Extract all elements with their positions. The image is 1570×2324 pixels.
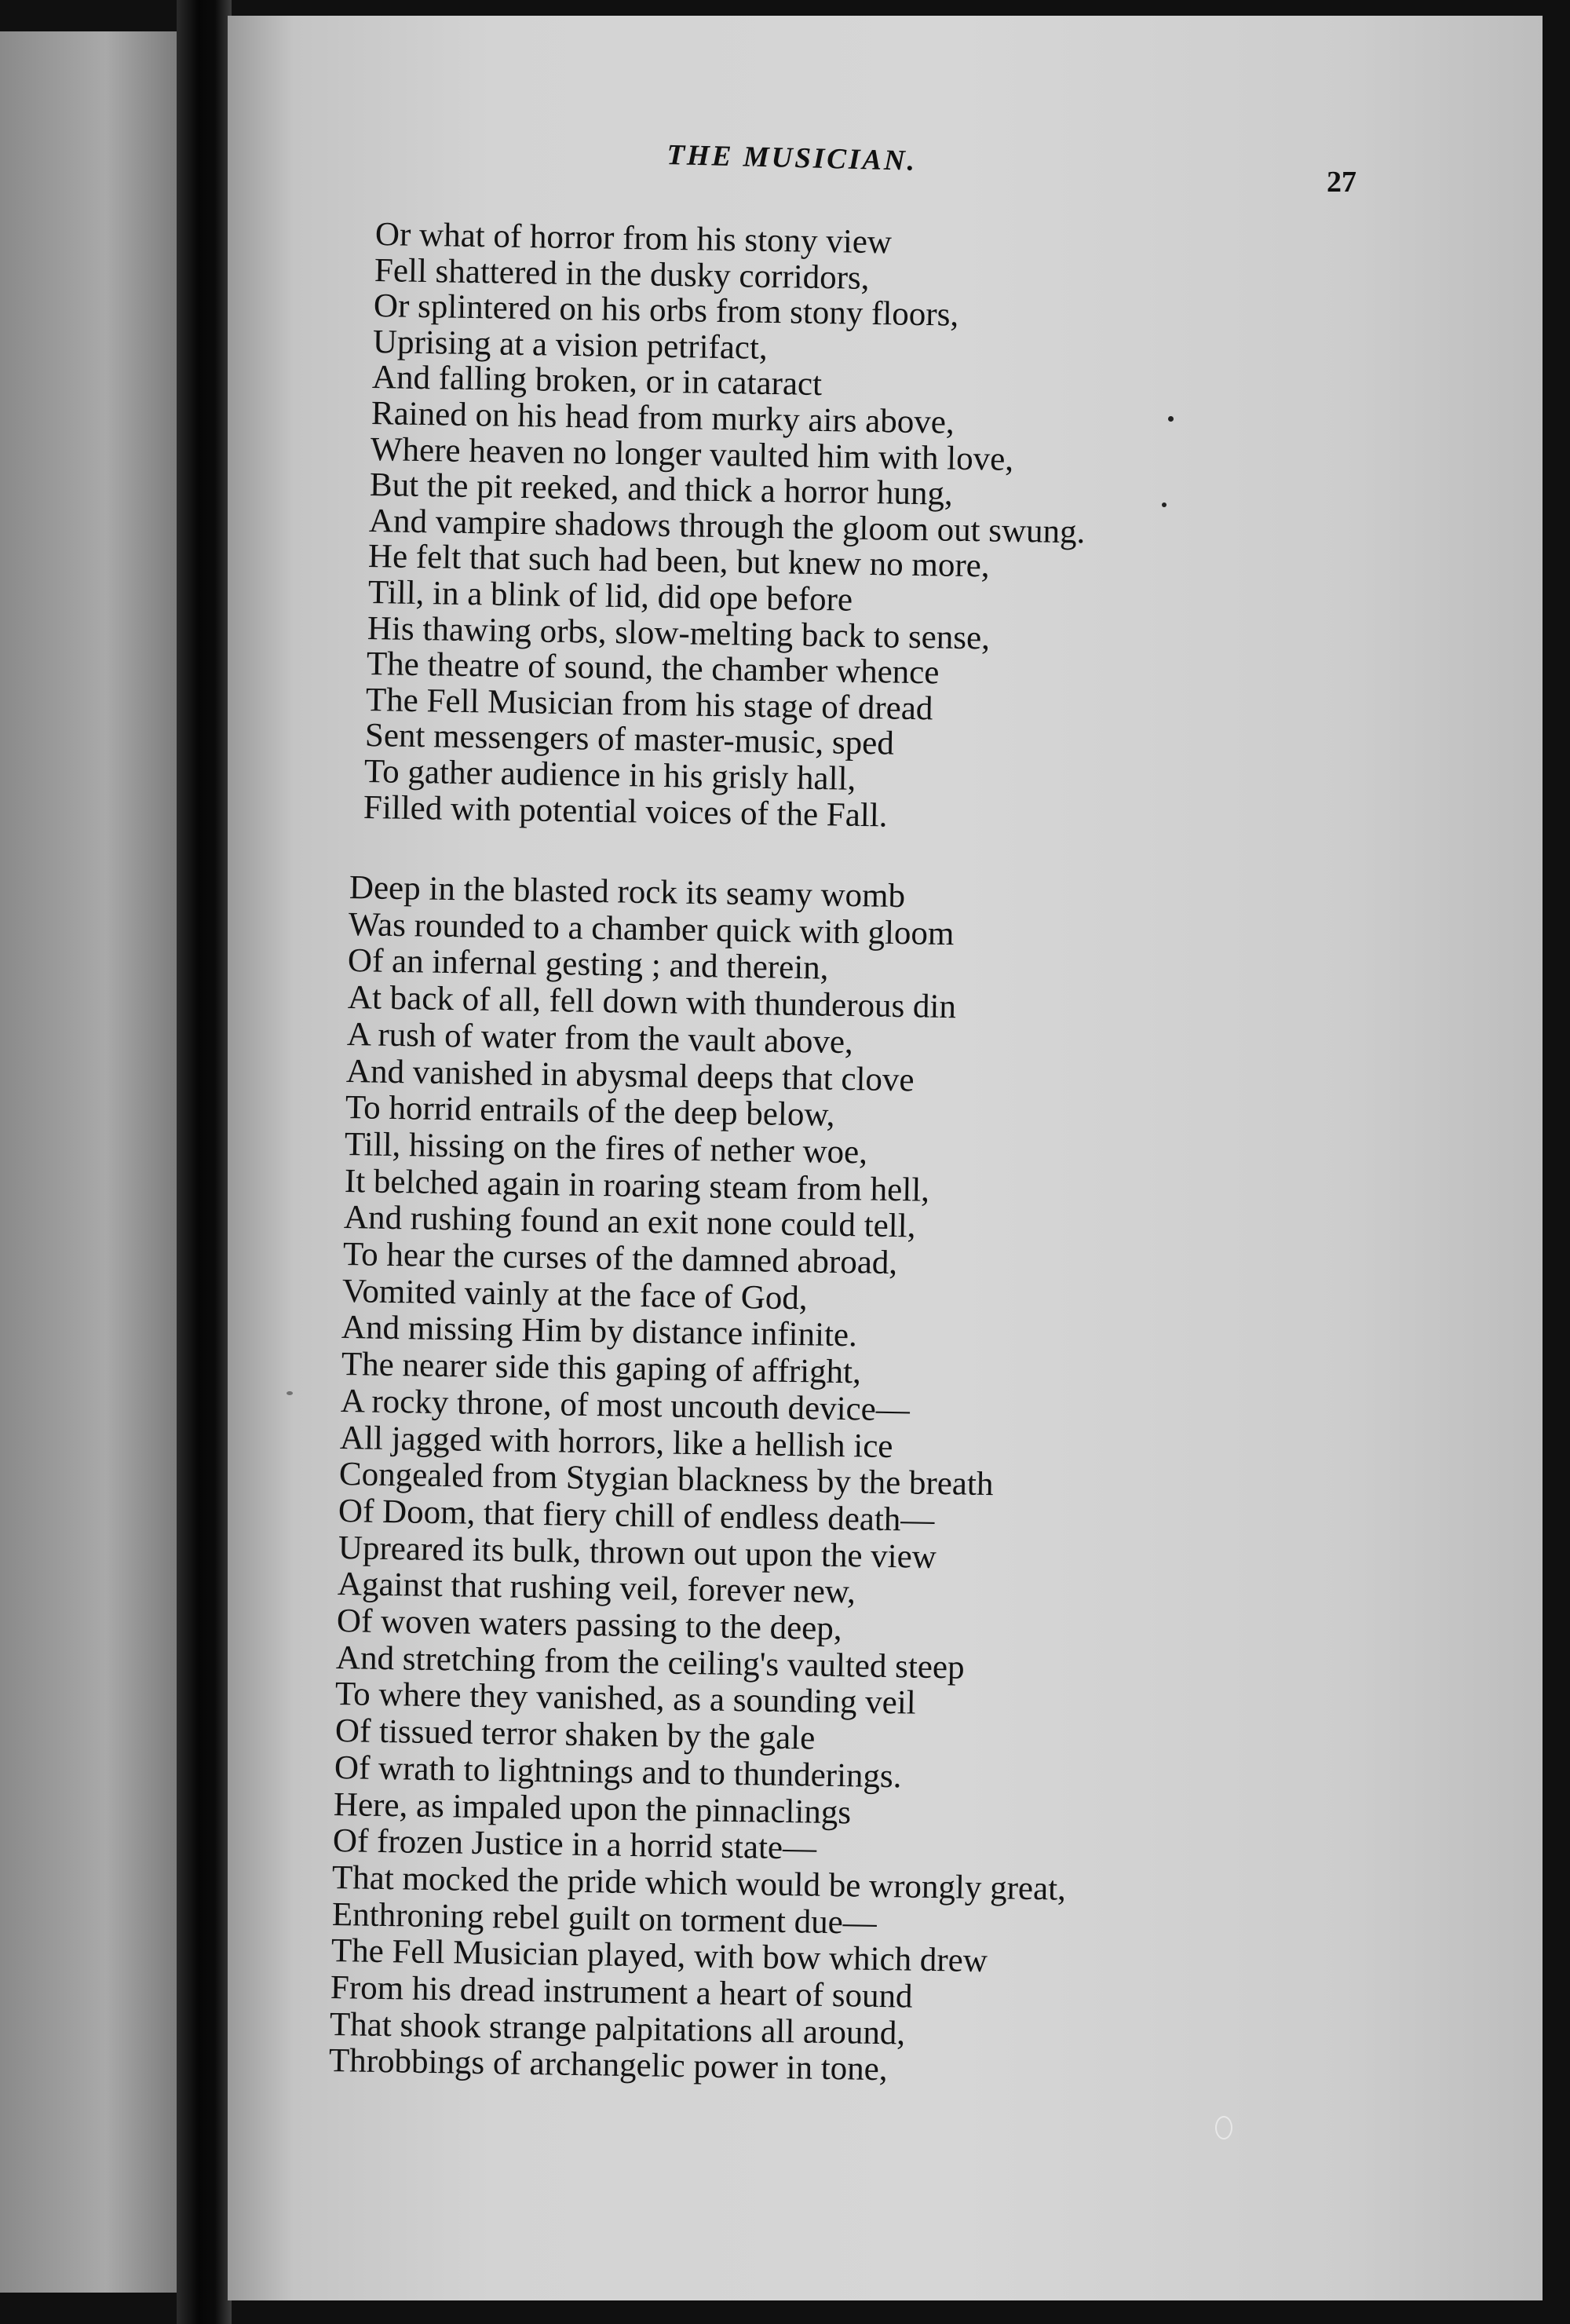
poem-line: And vanished in abysmal deeps that clove (345, 1052, 915, 1098)
poem-line: And vampire shadows through the gloom out swung. (369, 502, 1086, 551)
poem-line: To gather audience in his grisly hall, (363, 753, 856, 798)
poem-line: Throbbings of archangelic power in tone, (329, 2042, 889, 2088)
poem-line: Sent messengers of master-music, sped (364, 717, 894, 762)
poem-line: To where they vanished, as a sounding veil (335, 1675, 917, 1723)
poem-line: That shook strange palpitations all around, (329, 2005, 906, 2052)
poem-line: It belched again in roaring steam from hell, (344, 1162, 929, 1209)
poem-line: He felt that such had been, but knew no more, (368, 538, 991, 585)
poem-line: Deep in the blasted rock its seamy womb (349, 869, 906, 915)
poem-line: And falling broken, or in cataract (371, 359, 823, 404)
paper-blemish (1215, 2116, 1232, 2139)
poem-line: And missing Him by distance infinite. (341, 1309, 858, 1354)
poem-line: From his dread instrument a heart of sound (330, 1969, 913, 2015)
poem-line: A rocky throne, of most uncouth device— (340, 1382, 910, 1429)
poem-line: Congealed from Stygian blackness by the breath (338, 1456, 994, 1504)
poem-line: Fell shattered in the dusky corridors, (374, 251, 870, 297)
poem-line: At back of all, fell down with thunderous din (347, 979, 956, 1026)
page-number: 27 (1327, 166, 1356, 199)
poem-line: To horrid entrails of the deep below, (345, 1089, 835, 1134)
poem-line: Of tissued terror shaken by the gale (334, 1712, 816, 1757)
poem-line: And rushing found an exit none could tell, (343, 1199, 916, 1245)
poem-line: Of Doom, that fiery chill of endless death— (338, 1492, 936, 1539)
poem-line: Till, in a blink of lid, did ope before (367, 574, 853, 619)
poem-line: A rush of water from the vault above, (346, 1015, 853, 1061)
poem-line: The theatre of sound, the chamber whence (366, 645, 940, 692)
poem-line: Filled with potential voices of the Fall. (363, 788, 888, 835)
poem-line: Upreared its bulk, thrown out upon the view (338, 1529, 937, 1576)
poem-line: Of woven waters passing to the deep, (336, 1602, 842, 1648)
poem-line: The Fell Musician played, with bow which drew (330, 1932, 988, 1980)
poem-line: Where heaven no longer vaulted him with love, (370, 430, 1014, 478)
poem-line: But the pit reeked, and thick a horror hung, (369, 466, 954, 513)
poem-line: Enthroning rebel guilt on torment due— (331, 1895, 877, 1942)
poem-line: Rained on his head from murky airs above, (371, 395, 955, 441)
poem-line: To hear the curses of the damned abroad, (342, 1236, 898, 1282)
poem-line: Here, as impaled upon the pinnaclings (333, 1785, 852, 1831)
poem-line: His thawing orbs, slow-melting back to sense, (367, 609, 990, 657)
dust-speck (1168, 416, 1174, 422)
poem-line: Was rounded to a chamber quick with gloom (348, 905, 955, 952)
poem-line: Till, hissing on the fires of nether woe, (345, 1125, 868, 1171)
poem-line: Or splintered on his orbs from stony floors, (373, 287, 959, 334)
poem-line: Of wrath to lightnings and to thunderings. (334, 1748, 902, 1796)
poem-line: Of frozen Justice in a horrid state— (332, 1822, 817, 1867)
poem-line: The Fell Musician from his stage of dread (365, 681, 933, 728)
poem-line: That mocked the pride which would be wrongly great, (332, 1858, 1067, 1908)
poem-line: Vomited vainly at the face of God, (341, 1272, 809, 1317)
poem-line: Against that rushing veil, forever new, (337, 1566, 856, 1611)
running-head: THE MUSICIAN. (666, 138, 918, 177)
dust-speck (287, 1391, 293, 1395)
poem-line: The nearer side this gaping of affright, (341, 1346, 861, 1391)
poem-line: Or what of horror from his stony view (374, 216, 893, 261)
poem-line: All jagged with horrors, like a hellish ice (339, 1419, 893, 1465)
dust-speck (1162, 502, 1167, 507)
poem-line: Uprising at a vision petrifact, (372, 323, 769, 367)
poem-line: Of an infernal gesting ; and therein, (348, 942, 830, 988)
poem-line: And stretching from the ceiling's vaulted steep (335, 1639, 966, 1686)
